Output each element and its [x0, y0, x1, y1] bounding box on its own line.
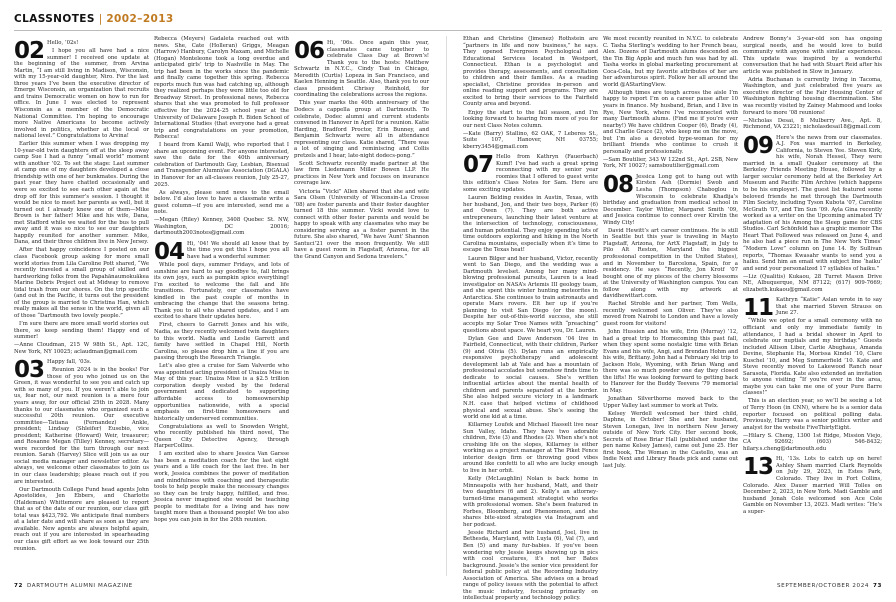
class-entry-07	[463, 154, 598, 602]
paragraph: Let’s also give a cruise for Sam Valverde who was appointed acting president of Unaiza Mise in May of this year. Unaiza Mise is a $2.5 trillion corporation deeply vested by the federal government and dedicated to supporting affordable access to homeownership opportunities nationwide, with a special emphasis on first-time homeowners and historically underserved communities.	[154, 363, 289, 422]
paragraph: Enjoy the start to the fall season, and I’m looking forward to hearing from more of you for our next Class Notes column.	[463, 109, 598, 129]
page-gutter	[446, 36, 447, 576]
paragraph: Although times are tough across the aisle I’m happy to report I’m on a career pause after 10 years in finance. My husband, Brian, and I live in Rye, New York, where I’ve reconnected with many Dartmouth alums. (Find me if you’re ever nearby!) We have children Cooper (6), Brady (4), and Charlie Grace (2), who keep me on the move, but I’m also a devoted hype-woman for my brilliant friends who continue to crush it personally and professionally.	[603, 89, 738, 155]
class-entry-06	[294, 40, 429, 261]
paragraph: Adria Buchanan is currently living in Tacoma, Washington, and just celebrated five years as executive director of the Fair Housing Center of Washington fighting housing discrimination. She was recently visited by Zainey Mahmood and looks forward to more ’08 reunions!	[743, 76, 882, 116]
class-number: 03	[14, 357, 45, 384]
paragraph: This is an election year, so we’ll be seeing a lot of Terry Hoon (in CNN), where he is a senior data reporter focused on political polling data. Previously, Harry was a senior politics writer and analyst for the website FiveThirtyEight.	[743, 398, 882, 431]
paragraph: Rebecca (Meyers) Gadaleta reached out with news. She, Cate (Holleran) Griggs, Meagan (Harrow) Hanbury, Carolyn Maxam, and Michelle (Hogan) Monteleone took a long overdue and anticipated girls’ trip to Nashville in May. The trip had been in the works since the pandemic and finally came together this spring. Rebecca reports much fun was had catching up, although they realized perhaps they were little too old for Broadway Street. In professional news, Rebecca shares that she was promoted to full professor effective for the 2024-25 school year at the University of Delaware Joseph R. Biden School of International Studies (that everyone had a great trip and congratulations on your promotion, Rebecca!	[154, 36, 289, 141]
greeting: Here’s the news from our classmates. A.J. Fox was married in Berkeley, California, to Steven Yee. Steven Kirk, his wife, Norah Hessel, They were married in a small Quaker ceremony at the Berkeley Friends Meeting House, followed by a larger secular ceremony held at the Berkeley Art Museum and Pacific Film Archive (which happens to be his employer). The guest list featured some beloved friends he met through the Dartmouth Film Society, including Tyson Kubota ’07, Caroline McGrath ’07, and Tim Sun ’09. Ayla Gina recently worked as a writer on the Upcoming animated TV adaptation of his Among the Sleep game for CBS Studios. Carl Schönfeld has a graphic memoir The Heart That Followed was released on June 4, and he also had a piece run in The New York Times’ “Modern Love” column on June 14. By Sullivan reports, “Thomas Kwasahr wants to send you a haiku. Send him an email with subject line ‘haiku’ and send your personalized 17 syllables of haiku.”	[743, 134, 882, 272]
column-1	[14, 36, 149, 576]
page-number-right: 73	[873, 583, 882, 589]
section-header	[14, 13, 174, 31]
paragraph: While pool days, summer Fridays, and lots of sunshine are hard to say goodbye to, fall brings its own joys, such as pumpkin spice everything! I’m excited to welcome the fall and life transitions. Fortunately, our classmates have kindled in the past couple of months in embracing the change that the seasons bring. Thank you to all who shared updates, and I am excited to share their updates here.	[154, 262, 289, 321]
footer-left	[14, 583, 133, 589]
class-entry-02	[14, 40, 149, 355]
column-4	[463, 36, 598, 602]
column-3	[294, 36, 429, 576]
class-number: 09	[743, 132, 774, 159]
class-entry-04	[154, 238, 289, 523]
magazine-name: DARTMOUTH ALUMNI MAGAZINE	[26, 583, 133, 589]
paragraph: David Hewitt’s art career continues. He is still in Seattle but this year is traveling in Mayto Flagstaff, Arizona, for ArtX Flagstaff, in July to Pilo Alt Reston, Maryland the biggest professional competition in the United States), and in November to Barcelona, Spain, for a residency. He says “Recently, Jon Krotf ’07 bought one of my pieces of the cherry blossoms at the University of Washington campus. You can follow along with my artwork at davidhewittart.com.	[603, 227, 738, 300]
greeting: Jessica Long got to hang out with Kirsten Ash (Dormie) Swob and Lesha (Thompson) Chaboglou in Wisconsin to celebrate Khadija’s birthday and graduation from medical school in December. Taylor Witter, Margaret Smith ’09, and Jessica continue to connect over Kirstin the Windy City!	[603, 173, 738, 226]
paragraph: Rachel Stroble and her partner, Tom Wells, recently welcomed son Oliver. They’ve also moved from Nairobi to London and have a lovely guest room for visitors!	[603, 301, 738, 327]
paragraph: Congratulations as well to Snowden Wright, who recently published his third novel, The Queen City Detective Agency, through HarperCollins.	[154, 423, 289, 450]
paragraph: We most recently reunited in N.Y.C. to celebrate C. Tasha Sterling’s wedding to her French beau, Alex. Dozens of Dartmouth alums descended on the Tin Big Apple and much fun was had by all. Tasha works in global marketing procurement at Coca-Cola, but my favorite attributes of her are her adventurous spirit. Follow her all around the world @AStartingView.	[603, 36, 738, 88]
class-number: 11	[743, 295, 774, 322]
paragraph: John Hussien and his wife, Erin (Murray) ’12, had a great trip to Homecoming this past fall, when they spent some nostalgic time with Brian Evans and his wife, Angi, and Brendan Hohm and his wife, Brittany. John had a February ski trip to Jackson Hole, Wyoming, with Brian Wang and there was so much powder one day they closed the lifts! He was looking forward to getting back to Hanover for the Buddy Teevens ’79 memorial in May.	[603, 329, 738, 394]
class-entry-03	[14, 359, 149, 552]
class-years-range: 2002–2013	[106, 13, 174, 25]
signature: —Kate (Barry) Stallino, 62 OAK, 7 Leberes St., Suite 107, Hanover, NH 03755; kberry3454@gmail.com	[463, 130, 598, 150]
paragraph: Killarney Loufek and Michael Hasselt live near Sun Valley, Idaho. They have two adorable children, Evie (3) and Rhodes (2). When she’s not crushing life on the slopes, Killarney is either working as a project manager at The Piket Fence interior design firm or throwing good vibes around like confetti to all who are lucky enough to live in her orbit.	[463, 422, 598, 474]
class-entry-13	[743, 456, 882, 515]
paragraph: “While we opted for a small ceremony with no officiant and only my immediate family in attendance, I had a bridal shower in April to celebrate our nuptials and my birthday.” Guests included Allison Liber, Carlie Abughaus, Amanda Devine, Stephanie Ha, Morissa Kindel ’10, Clare Kuschel ’10, and Meg Summerfield ’10. Kate and Steve recently moved to Lakewood Ranch near Sarasota, Florida. Kate also extended an invitation to anyone visiting “If you’re ever in the area, maybe you can take me one of your Pure Barre classes!”	[743, 318, 882, 397]
paragraph: Earlier this summer when I was dropping my 10-year-old twin daughters off at the sleep away camp Sue I had a funny “small world” moment with another ’02. To set the stage: Last summer at camp one of my daughters developed a close friendship with one of her bunkmates. During the past year they have chatted occasionally and were so excited to see each other again at the drop off for this summer’s session. I thought it would be nice to meet her parents as well, but it turned out I already knew one of them—Mike Brown is her father! Mike and his wife, Dana, met Stafford while we waited for the bus to pull away and it was so nice to see our daughters happily reunited for another summer. Mike, Dana, and their three children live in New Jersey.	[14, 141, 149, 246]
footer-right	[777, 583, 882, 589]
header-rule	[14, 30, 882, 31]
paragraph: I heard from Kamil Walji, who reported that I share an upcoming event. For anyone interested, save the date for the 40th anniversary celebration of Dartmouth Gay, Lesbian, Bisexual and Transgender Alumni/ae Association (DGALA) in Hanover for an all-classes reunion, July 25-27, 2025.	[154, 142, 289, 188]
class-entry-08	[603, 171, 738, 470]
paragraph: Victoria “Vicki” Allen shared that she and wife Sara Olsen (University of Wisconsin-La Crosse ’08) are foster parents and their foster daughter turned 18 this summer. Vicki would love to connect with other foster parents and would be happy to speak with any classmates who may be considering serving as a foster parent in the future. She also shared, “We have ‘Aunt’ Shannon Santuci’21 over the moon frequently. We still have a guest room in Flagstaff, Arizona, for all the Grand Canyon and Sedona travelers.”	[294, 188, 429, 260]
class-number: 02	[14, 38, 45, 64]
signature: —Nicholas Desai, 8 Mulberry Ave., Apt. 8, Richmond, VA 23221; nicholasdesai18@gmail.com	[743, 117, 882, 131]
paragraph: Lauren Belding resides in Austin, Texas, with her husband, Jon, and their two boys, Parker (6) and Owen (7). They are both active entrepreneurs, launching their latest venture at the intersection of technology, consciousness, and human potential. They enjoy spending lots of time outdoors exploring and hiking in the North Carolina mountains, especially when it’s time to escape the Texas heat!	[463, 195, 598, 254]
column-6	[743, 36, 882, 576]
paragraph: I’m sure there are more small world stories out there, so keep sending them! Happy end of summer!	[14, 320, 149, 341]
paragraph: Ethan and Christine (Jimenez) Rothstein are “partners in life and now business,” he says. They opened Evergreen Psychological and Educational Services located in Westport, Connecticut. Ethan is a psychologist and provides therapy, assessments, and consultation to children and their families. As a reading specialist, Christine provides in-person and online reading support and programs. They are excited to bring their services to the Fairfield County area and beyond.	[463, 36, 598, 108]
paragraph: I am excited also to share Jessica Van Garsse has been a meditation coach for the last eight years and a life coach for the last five. In her work, Jessica combines the power of meditation and mindfulness with coaching and therapeutic tools to help people make the necessary changes so they can be truly happy, fulfilled, and free. Jessica never imagined she would be teaching people to meditate for a living and has now taught more than a thousand people! We too also hope you can join in for the 20th reunion.	[154, 451, 289, 523]
greeting: Hello from Kathryn (Fauerbach) Kumf! I’ve had such a great spring reconnecting with my senior year roomies that I offered to guest write this edition’s Class Notes for Sam. Here are some exciting updates.	[463, 154, 598, 194]
paragraph: First, cheers to Garrett Jones and his wife, Nadia, as they recently welcomed twin daughters to this world. Nadia and Leslie Garrett and family have settled in Chapel Hill, North Carolina, so please drop him a line if you are passing through the Research Triangle.	[154, 322, 289, 362]
greeting: Hello, ’02s!	[47, 40, 79, 46]
greeting: Happy fall, ’03s.	[47, 359, 92, 366]
column-2	[154, 36, 289, 576]
class-number: 07	[463, 152, 494, 179]
greeting: Hi, ’04! We should all know that by the time you get this I hope you all have had a wonderful summer.	[187, 240, 289, 260]
class-number: 08	[603, 171, 634, 198]
class-number: 06	[294, 38, 325, 64]
paragraph: Kelly (McLaughlin) Nolan is back home in Minneapolis with her husband, Matt, and their two daughters (6 and 2). Kelly’s an attorney-turned-time management strategist who works with professional women. She’s been featured in Forbes, Bloomberg, and Phenomenon, and she shares bite-sized strategies via Instagram and her podcast.	[463, 476, 598, 528]
paragraph: Our Dartmouth College Fund head agents John Apostolides, Jen Ebbers, and Charlotte (Haldeman) Whittemore are pleased to report that as of the date of our reunion, our class gift total was $423,792. We anticipate final numbers at a later date and will share as soon as they are available. New agents are always helpful again, reach out if you are interested in spearheading our class gift effort as we look toward our 25th reunion.	[14, 486, 149, 552]
paragraph: Reunion 2024 is in the books! For those of you who joined us on the Green, it was wonderful to see you and catch up with so many of you. If you weren’t able to join us, fear not, our next reunion is a mere four years away, for our official 25th in 2028. Many thanks to our classmates who organized such a successful 20th reunion. Our executive committee—Tatiana (Fernandez) Ankle, president; Lindsay (Shleifer) Eusebio, vice president; Katherine (Howard) Weir, treasurer; and Rosanne Megan (Tilley) Kenney, secretary—were recorded for the turn through our next reunion. Sarah (Harvey) Slice will join us as our social media manager and newsletter editor. As always, we welcome other classmates to join us in our class leadership; please reach out if you are interested.	[14, 367, 149, 485]
paragraph: Andrew Bonny’s 3-year-old son has ongoing surgical needs, and he would love to build community with anyone with similar experiences. This update was inspired by a wonderful conversation that he had with Stuart Reid after his article was published in Slow in January.	[743, 36, 882, 75]
paragraph: As always, please send news to the email below. I’d also love to have a classmate write a guest column—if you are interested, send me a note.	[154, 189, 289, 216]
paragraph: Scott Schwartz recently made partner at the law firm Liedemann Miller Bowen LLP. He practices in New York and focuses on insurance coverage law.	[294, 160, 429, 187]
class-number: 13	[743, 454, 774, 481]
signature: —Hilary S. Cheng, 1300 1st Ridge, Mission Viejo, CA 92692; (603) 546-8432; hilary.s.cheng@dartmouth.edu	[743, 432, 882, 452]
paragraph: I hope you all have had a nice summer! I received one update at the beginning of the summer, from Arvina Martin, “I am still living in Madison, Wisconsin, with my 15-year-old daughter, Niro. For the last three years I’ve been the executive director of Emerge Wisconsin, an organization that recruits and trains Democratic women on how to run for office. In June I was elected to represent Wisconsin as a member of the Democratic National Committee. I’m hoping to encourage more Native Americans to become actively involved in politics, whether at the local or national level.” Congratulations to Arvina!	[14, 48, 149, 140]
paragraph: Dylan Gee and Dave Anderson ’04 live in Fairfield, Connecticut, with their children, Parker (9) and Olivia (5). Dylan runs an empirically responsive psychotherapy and adolescent development lab at Yale and has a mountain of professional accolades but somehow finds time to dedicate to social causes. She’s written influential articles about the mental health of children and parents separated at the border. She also helped secure victory in a landmark N.H. case that helped victims of childhood physical and sexual abuse. She’s seeing the world one kid at a time.	[463, 335, 598, 421]
paragraph: Jonathan Silverthorne moved back to the Upper Valley last summer to work at Twlx.	[603, 395, 738, 409]
signature: —Megan (Riley) Kenney, 3408 Quebec St. NW, Washington, DC 20016; dartmouth2003notes@gmail.com	[154, 217, 289, 237]
section-title: CLASSNOTES	[14, 13, 95, 25]
class-number: 04	[154, 238, 185, 265]
page-footer	[14, 581, 882, 593]
signature: —Anne Cloudman, 215 W 98th St., Apt. 12C, New York, NY 10025; aclaudman@gmail.com	[14, 342, 149, 355]
class-entry-11	[743, 297, 882, 452]
column-5	[603, 36, 738, 576]
paragraph: Lauren Bilger and her husband, Victor, recently went to San Diego, and the wedding was a Dartmouth levelset. Among her many mind-blowing professional pursuits, Lauren is a lead investigator on NASA’s Artemis III geology team, and she spent this winter hunting meteorites in Antarctica. She continues to train astronauts and operate Mars rovers. Elt her up if you’re planning to visit San Diego (or the moon). Despite her out-of-this-world success, she still accepts my Solar Tree Names with “preaching” questions about space. We heart you, Dr. Lauren.	[463, 255, 598, 334]
paragraph: Kelsey Werdell welcomed her third child, Daphne, in October! She and her husband, Steven Lonegan, live in northern New Jersey outside of New York City. Her second book, Secrets of Rose Briar Hall (published under the pen name Kelsey James), came out June 25. Her first book, The Woman in the Castello, was an Indie Next and Library Reads pick and came out last July.	[603, 410, 738, 469]
issue-date: SEPTEMBER/OCTOBER 2024	[777, 583, 870, 589]
paragraph: This year marks the 40th anniversary of the Dodecs a cappella group at Dartmouth. To celebrate, Dodec alumni and current students convened in Hanover in April for a reunion. Katie Harding, Bradford Proctor, Erin Bunney, and Benjamin Schwartz were all in attendance representing our class. Katie shared, “There was a lot of singing and reminiscing and Collis pretzels and I hear, late-night dodecs-pong.”	[294, 100, 429, 159]
greeting: Hi, ’13s. Lots to catch up on here! Ashley Sham married Clark Reynolds on July 29, 2023, in Estes Park, Colorado. They live in Fort Collins, Colorado. Alex Dauer married Will Tolles on December 2, 2023, in New York. Madi Gamble and husband Jonah Cole welcomed son Ace Cole Gamble on November 13, 2023. Madi writes: “He’s a super-	[743, 456, 882, 515]
greeting: Hi, ’06s. Once again this year, classmates came together to celebrate Class Day at Brown’s! Thank you to the hosts: Matthew Schwartz in N.Y.C., Cindy Tsai in Chicago, Meredith (Curtis) Lopeza in San Francisco, and Kaelen Henning in Seattle. Also, thank you to our class president Chrissy Reinhold, for coordinating the celebrations across the regions.	[294, 40, 429, 99]
header-separator: |	[98, 13, 103, 25]
class-entry-09	[743, 132, 882, 294]
page-number-left: 72	[14, 583, 23, 589]
paragraph: After that happy coincidence I posted on our class Facebook group asking for more small world stories from Lila Caroline Pott shared, “We recently traveled a small group of skilled and hardworking folks from the Papahānaumokuākea Marine Debris Project out at Midway to remove tidal trash from our shores. On the trip specific (and out in the Pacific, it turns out the president of the group is married to Christina Han, which really makes all the sense in the world, given all of those “Dartmouth two lovely people.”	[14, 247, 149, 319]
greeting: Kathryn “Katie” Aslan wrote in to say that she married Steven Strauss on June 27.	[776, 297, 882, 317]
signature: —Liz (Qualitis) Kukaou, 28 Turret Mason Drive NE, Albuquerque, NM 87122; (617) 909-7669; elizabeth.kukaou@gmail.com	[743, 273, 882, 293]
paragraph: Jessie Richard and her husband, Joel, live in Bethesda, Maryland, with Luyla (6), Val (7), and Ben (5) and many fur-babies. If you’ve been wondering why Jessie keeps showing up in pics with cool creatures, it’s not her Bates background. Jessie’s the senior vice president for federal public policy at the Recording Industry Association of America. She advises on a broad range of policy issues with the potential to affect the music industry, focusing primarily on intellectual property and technology policy.	[463, 529, 598, 602]
signature: —Sam Boutilier, 343 W 122nd St., Apt. 2SB, New York, NY 10027; samsboutilier@gmail.com	[603, 156, 738, 170]
